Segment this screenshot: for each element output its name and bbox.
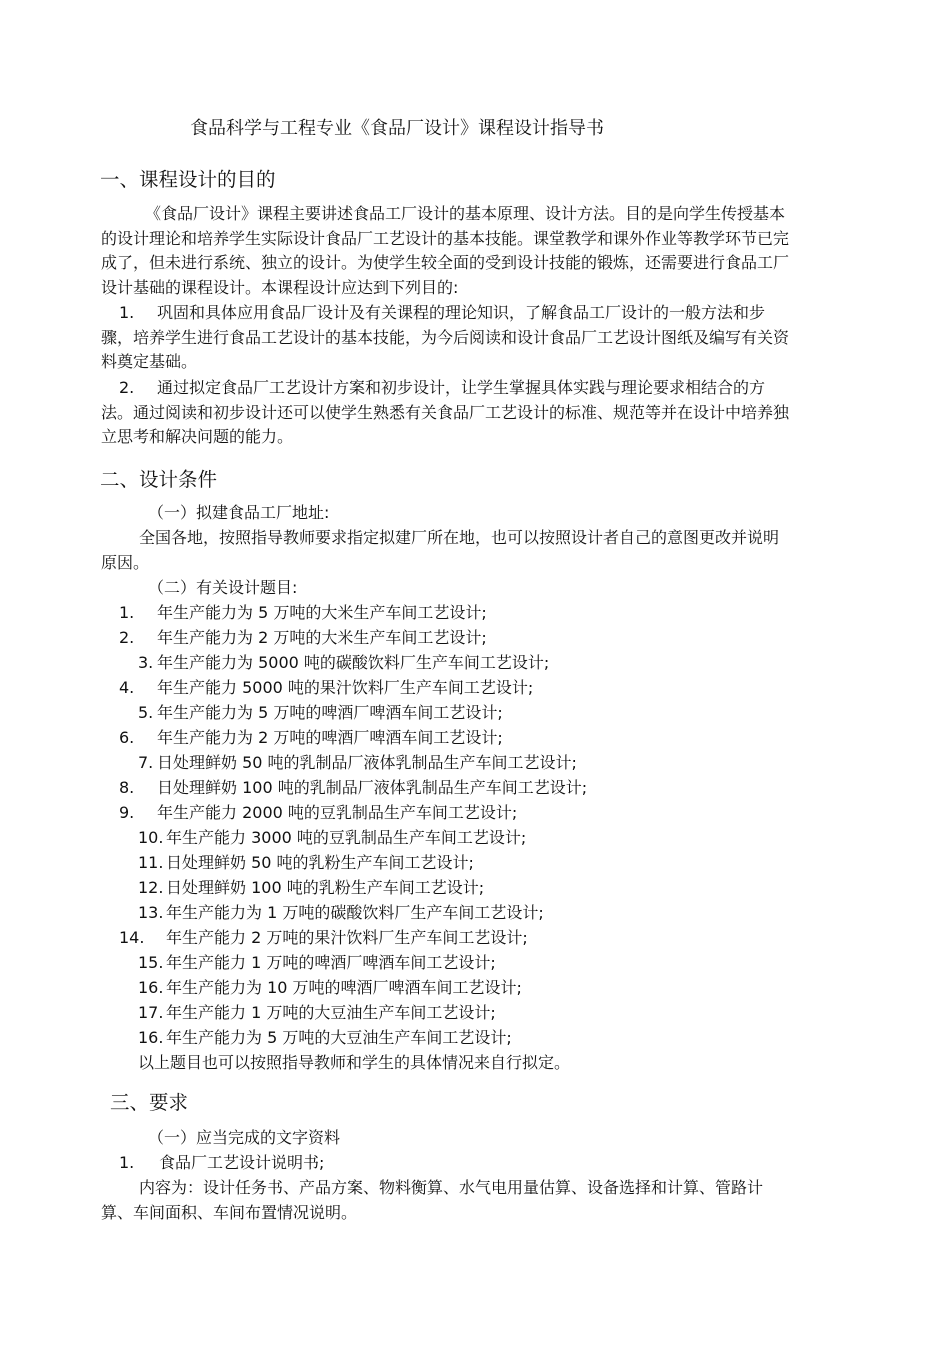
site-description: 全国各地，按照指导教师要求指定拟建厂所在地，也可以按照设计者自己的意图更改并说明原因。 <box>101 528 780 572</box>
section-3-heading: 三、要求 <box>110 1091 189 1114</box>
topic-number: 4. <box>119 678 135 697</box>
goal-1 <box>101 301 791 375</box>
topic-text: 年生产能力为 5 万吨的啤酒厂啤酒车间工艺设计; <box>157 703 503 722</box>
written-materials-subheading: （一）应当完成的文字资料 <box>148 1128 341 1147</box>
topic-text: 年生产能力 2 万吨的果汁饮料厂生产车间工艺设计; <box>166 928 528 947</box>
topic-text: 日处理鲜奶 50 吨的乳制品厂液体乳制品生产车间工艺设计; <box>157 753 577 772</box>
topic-item <box>119 801 517 826</box>
topic-item <box>138 976 522 1001</box>
topic-number: 1. <box>119 603 135 622</box>
topic-text: 年生产能力 5000 吨的果汁饮料厂生产车间工艺设计; <box>157 678 534 697</box>
goal-1-text: 巩固和具体应用食品厂设计及有关课程的理论知识，了解食品工厂设计的一般方法和步骤，培养学生进行食品工艺设计的基本技能，为今后阅读和设计食品厂工艺设计图纸及编写有关资料奠定基础。 <box>101 303 790 371</box>
topic-number: 13. <box>138 903 164 922</box>
topic-item <box>119 726 503 751</box>
requirement-item-1-number: 1. <box>119 1153 135 1172</box>
topic-item <box>119 676 533 701</box>
topic-item <box>138 751 577 776</box>
topic-item <box>119 601 487 626</box>
section-1-heading: 一、课程设计的目的 <box>100 168 276 191</box>
topic-item <box>138 901 544 926</box>
topic-number: 10. <box>138 828 164 847</box>
topic-text: 年生产能力为 2 万吨的大米生产车间工艺设计; <box>157 628 487 647</box>
topic-text: 日处理鲜奶 100 吨的乳制品厂液体乳制品生产车间工艺设计; <box>157 778 588 797</box>
requirement-content: 内容为：设计任务书、产品方案、物料衡算、水气电用量估算、设备选择和计算、管路计算、车间面积、车间布置情况说明。 <box>101 1178 764 1222</box>
topic-item <box>119 926 528 951</box>
topics-note: 以上题目也可以按照指导教师和学生的具体情况来自行拟定。 <box>138 1053 571 1072</box>
topic-number: 5. <box>138 703 154 722</box>
topic-text: 年生产能力为 5000 吨的碳酸饮料厂生产车间工艺设计; <box>157 653 550 672</box>
requirement-item-1 <box>119 1151 324 1176</box>
topics-subheading: （二）有关设计题目: <box>148 578 298 597</box>
topic-text: 日处理鲜奶 50 吨的乳粉生产车间工艺设计; <box>166 853 474 872</box>
topic-text: 年生产能力为 5 万吨的大米生产车间工艺设计; <box>157 603 487 622</box>
topic-text: 年生产能力为 1 万吨的碳酸饮料厂生产车间工艺设计; <box>166 903 544 922</box>
topic-number: 6. <box>119 728 135 747</box>
topic-item <box>119 626 487 651</box>
topic-item <box>138 876 484 901</box>
goal-2-text: 通过拟定食品厂工艺设计方案和初步设计，让学生掌握具体实践与理论要求相结合的方法。通过阅读和初步设计还可以使学生熟悉有关食品厂工艺设计的标准、规范等并在设计中培养独立思考和解决问题的能力。 <box>101 378 790 446</box>
topic-text: 年生产能力 3000 吨的豆乳制品生产车间工艺设计; <box>166 828 527 847</box>
section-1-intro: 《食品厂设计》课程主要讲述食品工厂设计的基本原理、设计方法。目的是向学生传授基本的设计理论和培养学生实际设计食品厂工艺设计的基本技能。课堂教学和课外作业等教学环节已完成了，但未进行系统、独立的设计。为使学生较全面的受到设计技能的锻炼，还需要进行食品工厂设计基础的课程设计。本课程设计应达到下列目的: <box>101 204 790 297</box>
topic-text: 年生产能力 1 万吨的大豆油生产车间工艺设计; <box>166 1003 496 1022</box>
topic-number: 16. <box>138 978 164 997</box>
topic-item <box>138 826 526 851</box>
topic-item <box>138 701 503 726</box>
topic-number: 3. <box>138 653 154 672</box>
goal-1-number: 1. <box>119 303 135 322</box>
topic-number: 15. <box>138 953 164 972</box>
topic-text: 年生产能力 2000 吨的豆乳制品生产车间工艺设计; <box>157 803 518 822</box>
topic-text: 年生产能力为 10 万吨的啤酒厂啤酒车间工艺设计; <box>166 978 522 997</box>
document-title: 食品科学与工程专业《食品厂设计》课程设计指导书 <box>190 118 604 139</box>
topic-item <box>138 951 496 976</box>
topic-number: 11. <box>138 853 164 872</box>
requirement-item-1-text: 食品厂工艺设计说明书; <box>159 1153 325 1172</box>
topic-text: 年生产能力 1 万吨的啤酒厂啤酒车间工艺设计; <box>166 953 496 972</box>
topic-item <box>138 1026 512 1051</box>
site-subheading: （一）拟建食品工厂地址: <box>148 503 330 522</box>
topic-number: 7. <box>138 753 154 772</box>
topic-item <box>138 851 474 876</box>
topic-number: 16. <box>138 1028 164 1047</box>
topic-number: 9. <box>119 803 135 822</box>
topic-number: 14. <box>119 928 145 947</box>
topic-number: 8. <box>119 778 135 797</box>
topic-item <box>119 776 587 801</box>
topic-number: 2. <box>119 628 135 647</box>
topic-text: 年生产能力为 2 万吨的啤酒厂啤酒车间工艺设计; <box>157 728 503 747</box>
topic-number: 17. <box>138 1003 164 1022</box>
goal-2 <box>101 376 791 450</box>
topic-number: 12. <box>138 878 164 897</box>
section-2-heading: 二、设计条件 <box>100 468 218 491</box>
topic-item <box>138 1001 496 1026</box>
topic-text: 年生产能力为 5 万吨的大豆油生产车间工艺设计; <box>166 1028 512 1047</box>
topic-item <box>138 651 549 676</box>
topic-text: 日处理鲜奶 100 吨的乳粉生产车间工艺设计; <box>166 878 485 897</box>
goal-2-number: 2. <box>119 378 135 397</box>
